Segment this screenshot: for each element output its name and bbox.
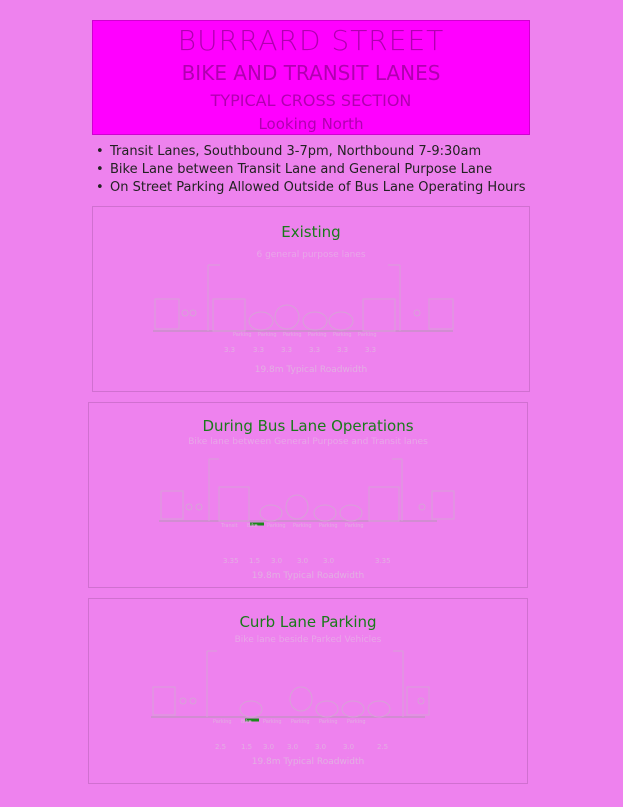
svg-text:3.0: 3.0 <box>297 557 309 565</box>
svg-text:Parking: Parking <box>293 523 312 529</box>
svg-text:Bike: Bike <box>241 719 252 725</box>
panel-subtitle: Bike lane beside Parked Vehicles <box>234 635 382 645</box>
svg-text:1.5: 1.5 <box>249 557 261 565</box>
svg-text:3.35: 3.35 <box>375 557 391 565</box>
svg-text:Bike: Bike <box>247 523 258 529</box>
road-width-label: 19.8m Typical Roadwidth <box>254 365 368 375</box>
svg-text:Transit: Transit <box>221 523 238 529</box>
note-item: • Transit Lanes, Southbound 3-7pm, Northbound 7-9:30am <box>96 143 526 161</box>
svg-text:Parking: Parking <box>267 523 286 529</box>
view-direction: Looking North <box>258 115 364 133</box>
svg-text:3.0: 3.0 <box>263 743 275 751</box>
panel-subtitle: 6 general purpose lanes <box>256 250 366 260</box>
main-title: BURRARD STREET <box>177 24 445 57</box>
road-width-label: 19.8m Typical Roadwidth <box>251 571 365 581</box>
section-title: TYPICAL CROSS SECTION <box>210 91 412 110</box>
svg-text:3.0: 3.0 <box>343 743 355 751</box>
svg-text:Parking: Parking <box>358 332 377 338</box>
panel-title: Existing <box>281 223 341 241</box>
svg-text:3.3: 3.3 <box>337 346 349 354</box>
svg-text:3.35: 3.35 <box>223 557 239 565</box>
svg-text:3.3: 3.3 <box>253 346 265 354</box>
panel-title: Curb Lane Parking <box>239 613 377 631</box>
svg-text:Parking: Parking <box>347 719 366 725</box>
svg-text:3.3: 3.3 <box>224 346 236 354</box>
svg-text:Parking: Parking <box>263 719 282 725</box>
svg-text:Parking: Parking <box>345 523 364 529</box>
svg-text:Parking: Parking <box>308 332 327 338</box>
svg-text:Parking: Parking <box>291 719 310 725</box>
svg-text:Parking: Parking <box>319 719 338 725</box>
svg-text:3.0: 3.0 <box>287 743 299 751</box>
road-width-label: 19.8m Typical Roadwidth <box>251 757 365 767</box>
svg-text:2.5: 2.5 <box>377 743 389 751</box>
svg-text:Parking: Parking <box>283 332 302 338</box>
svg-text:2.5: 2.5 <box>215 743 227 751</box>
svg-text:1.5: 1.5 <box>241 743 253 751</box>
svg-text:Parking: Parking <box>233 332 252 338</box>
svg-text:Parking: Parking <box>213 719 232 725</box>
note-item: • Bike Lane between Transit Lane and General Purpose Lane <box>96 161 526 179</box>
panel-curb-lane-parking <box>88 598 528 784</box>
notes-list <box>96 143 526 197</box>
svg-text:3.0: 3.0 <box>323 557 335 565</box>
cross-section-drawing <box>89 403 529 589</box>
svg-text:Parking: Parking <box>258 332 277 338</box>
subtitle: BIKE AND TRANSIT LANES <box>181 61 441 85</box>
panel-title: During Bus Lane Operations <box>202 417 414 435</box>
title-box <box>92 20 530 135</box>
svg-text:3.3: 3.3 <box>309 346 321 354</box>
svg-text:3.0: 3.0 <box>315 743 327 751</box>
svg-text:3.0: 3.0 <box>271 557 283 565</box>
panel-subtitle: Bike lane between General Purpose and Transit lanes <box>188 437 428 447</box>
svg-text:3.3: 3.3 <box>365 346 377 354</box>
panel-existing <box>92 206 530 392</box>
svg-text:Parking: Parking <box>333 332 352 338</box>
svg-text:3.3: 3.3 <box>281 346 293 354</box>
svg-text:Parking: Parking <box>319 523 338 529</box>
panel-bus-lane-operations <box>88 402 528 588</box>
note-item: • On Street Parking Allowed Outside of Bus Lane Operating Hours <box>96 179 526 197</box>
